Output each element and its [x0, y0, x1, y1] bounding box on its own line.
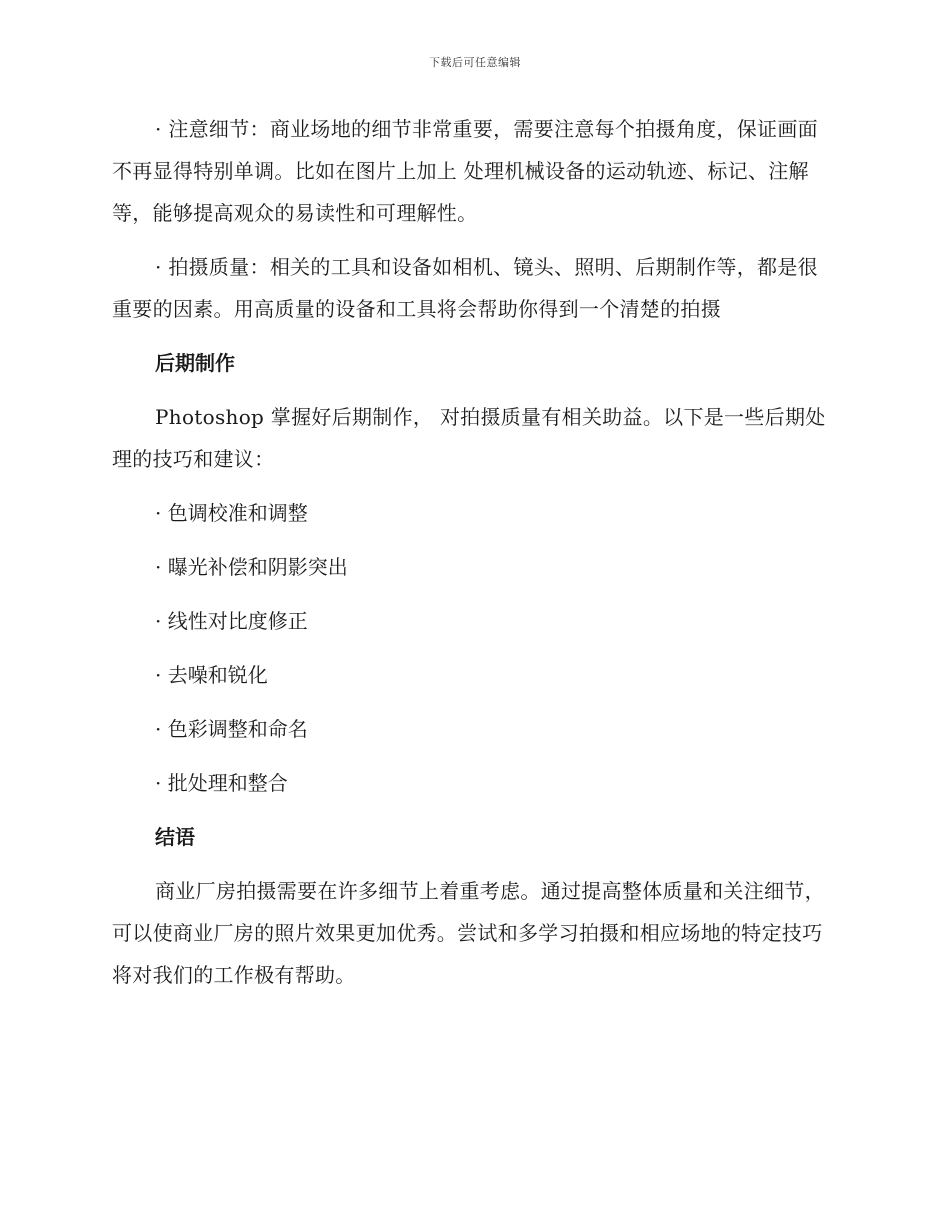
- conclusion-paragraph: 商业厂房拍摄需要在许多细节上着重考虑。通过提高整体质量和关注细节，可以使商业厂房的照片效果更加优秀。尝试和多学习拍摄和相应场地的特定技巧将对我们的工作极有帮助。: [112, 879, 825, 987]
- quality-paragraph: · 拍摄质量：相关的工具和设备如相机、镜头、照明、后期制作等，都是很重要的因素。用高质量的设备和工具将会帮助你得到一个清楚的拍摄: [112, 255, 818, 321]
- post-production-heading: 后期制作: [155, 351, 235, 375]
- tip-item: · 去噪和锐化: [155, 663, 268, 687]
- header-note: 下载后可任意编辑: [429, 56, 521, 69]
- document-body: [112, 108, 830, 1008]
- tip-item: · 色彩调整和命名: [155, 717, 308, 741]
- tip-item: · 色调校准和调整: [155, 501, 308, 525]
- post-production-intro: Photoshop 掌握好后期制作， 对拍摄质量有相关助益。以下是一些后期处理的技巧和建议：: [112, 405, 826, 471]
- tip-item: · 线性对比度修正: [155, 609, 308, 633]
- tip-item: · 曝光补偿和阴影突出: [155, 555, 348, 579]
- tip-item: · 批处理和整合: [155, 771, 288, 795]
- detail-paragraph: · 注意细节：商业场地的细节非常重要，需要注意每个拍摄角度，保证画面不再显得特别单调。比如在图片上加上 处理机械设备的运动轨迹、标记、注解等，能够提高观众的易读性和可理解性。: [112, 117, 818, 225]
- conclusion-heading: 结语: [155, 825, 195, 849]
